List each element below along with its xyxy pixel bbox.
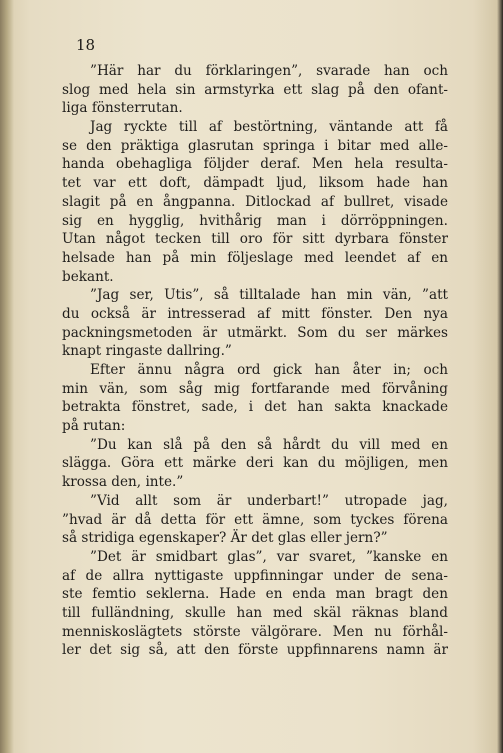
text-line: på rutan: [62,418,126,435]
page-gutter-shadow [0,0,14,753]
text-line: ”Det är smidbart glas”, var svaret, ”kanske en [90,548,448,565]
text-line: handa obehagliga följder deraf. Men hela resulta- [62,156,448,173]
text-line: ”hvad är då detta för ett ämne, som tyckes förena [62,511,448,528]
text-line: slagit på en ångpanna. Ditlockad af bullret, visade [62,193,448,210]
page-number: 18 [76,36,96,54]
text-line: till fulländning, skulle han med skäl räknas bland [62,604,448,621]
text-line: ste femtio seklerna. Hade en enda man bragt den [62,586,448,603]
text-line: krossa den, inte.” [62,474,184,491]
text-line: tet var ett doft, dämpadt ljud, liksom hade han [62,175,448,192]
text-line: Jag ryckte till af bestörtning, väntande att få [90,119,448,136]
text-line: du också är intresserad af mitt fönster. Den nya [62,305,448,322]
text-line: knapt ringaste dallring.” [62,343,232,360]
text-line: ”Vid allt som är underbart!” utropade jag, [90,492,448,509]
text-line: Efter ännu några ord gick han åter in; och [90,362,448,378]
text-line: ”Du kan slå på den så hårdt du vill med en [90,436,448,453]
text-line: betrakta fönstret, sade, i det han sakta knackade [62,399,448,416]
text-line: se den präktiga glasrutan springa i bitar med alle- [62,137,448,154]
text-line: så stridiga egenskaper? Är det glas eller jern?” [62,530,388,547]
text-line: bekant. [62,268,114,285]
text-line: menniskoslägtets störste välgörare. Men nu förhål- [62,623,448,640]
text-line: ”Jag ser, Utis”, så tilltalade han min vän, ”att [90,287,448,304]
body-text [62,62,448,660]
text-line: sig en hygglig, hvithårig man i dörröppningen. [62,212,448,229]
text-line: slog med hela sin armstyrka ett slag på den ofant- [62,81,448,98]
page-edge [497,0,503,753]
text-line: packningsmetoden är utmärkt. Som du ser märkes [62,324,448,341]
text-line: liga fönsterrutan. [62,100,183,117]
text-line: min vän, som såg mig fortfarande med förvåning [62,380,448,397]
text-line: Utan något tecken till oro för sitt dyrbara fönster [62,231,448,248]
text-line: ler det sig så, att den förste uppfinnarens namn är [62,642,448,659]
text-line: helsade han på min följeslage med leendet af en [62,249,448,266]
text-line: af de allra nyttigaste uppfinningar under de sena- [62,567,448,584]
text-line: slägga. Göra ett märke deri kan du möjligen, men [62,455,448,472]
text-line: ”Här har du förklaringen”, svarade han och [90,63,448,79]
